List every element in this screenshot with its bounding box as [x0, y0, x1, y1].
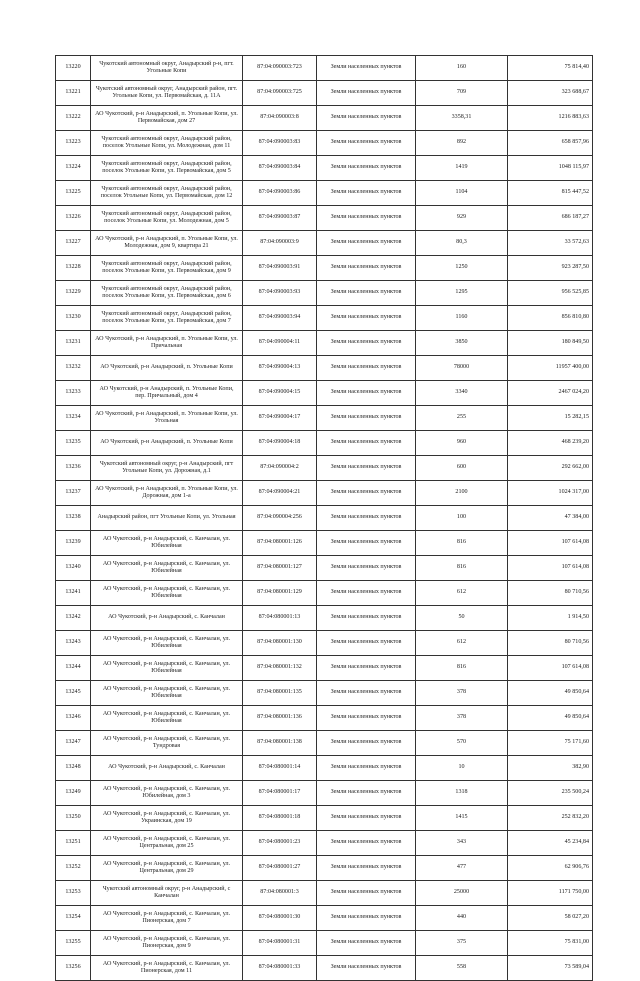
row-number-cell: 13251: [56, 831, 91, 856]
area-cell: 600: [416, 456, 508, 481]
area-cell: 1318: [416, 781, 508, 806]
table-row: [56, 706, 593, 731]
land-plots-table: [55, 55, 593, 981]
table-row: [56, 256, 593, 281]
land-category-cell: Земли населенных пунктов: [317, 731, 416, 756]
cadastral-number-cell: 87:04:080001:127: [243, 556, 317, 581]
area-cell: 477: [416, 856, 508, 881]
area-cell: 160: [416, 56, 508, 81]
cadastral-number-cell: 87:04:080001:138: [243, 731, 317, 756]
cadastral-number-cell: 87:04:090003:93: [243, 281, 317, 306]
area-cell: 375: [416, 931, 508, 956]
table-row: [56, 81, 593, 106]
cadastral-cost-cell: 1 914,50: [508, 606, 593, 631]
table-row: [56, 631, 593, 656]
area-cell: 1160: [416, 306, 508, 331]
area-cell: 570: [416, 731, 508, 756]
table-row: [56, 606, 593, 631]
cadastral-cost-cell: 815 447,52: [508, 181, 593, 206]
cadastral-cost-cell: 33 572,63: [508, 231, 593, 256]
area-cell: 816: [416, 656, 508, 681]
land-category-cell: Земли населенных пунктов: [317, 556, 416, 581]
row-number-cell: 13249: [56, 781, 91, 806]
area-cell: 709: [416, 81, 508, 106]
land-category-cell: Земли населенных пунктов: [317, 906, 416, 931]
area-cell: 3340: [416, 381, 508, 406]
area-cell: 1250: [416, 256, 508, 281]
cadastral-number-cell: 87:04:090003:86: [243, 181, 317, 206]
cadastral-number-cell: 87:04:080001:129: [243, 581, 317, 606]
area-cell: 80,3: [416, 231, 508, 256]
cadastral-cost-cell: 75 831,00: [508, 931, 593, 956]
cadastral-cost-cell: 235 500,24: [508, 781, 593, 806]
cadastral-cost-cell: 11957 400,00: [508, 356, 593, 381]
table-row: [56, 831, 593, 856]
table-row: [56, 131, 593, 156]
row-number-cell: 13252: [56, 856, 91, 881]
address-cell: Чукотский автономный округ, Анадырский район, пгт. Угольные Копи, ул. Первомайская, д. 11А: [91, 81, 243, 106]
address-cell: АО Чукотский, р-н Анадырский, п. Угольные Копи, ул. Угольная: [91, 406, 243, 431]
cadastral-number-cell: 87:04:090003:94: [243, 306, 317, 331]
row-number-cell: 13222: [56, 106, 91, 131]
cadastral-number-cell: 87:04:090004:13: [243, 356, 317, 381]
cadastral-cost-cell: 75 814,40: [508, 56, 593, 81]
cadastral-cost-cell: 1048 115,97: [508, 156, 593, 181]
land-category-cell: Земли населенных пунктов: [317, 256, 416, 281]
table-row: [56, 156, 593, 181]
row-number-cell: 13225: [56, 181, 91, 206]
area-cell: 1104: [416, 181, 508, 206]
cadastral-cost-cell: 62 906,76: [508, 856, 593, 881]
area-cell: 960: [416, 431, 508, 456]
cadastral-cost-cell: 15 282,15: [508, 406, 593, 431]
table-body: [56, 56, 593, 981]
row-number-cell: 13235: [56, 431, 91, 456]
address-cell: АО Чукотский, р-н Анадырский, с. Канчалан, ул. Юбилейная: [91, 631, 243, 656]
area-cell: 343: [416, 831, 508, 856]
cadastral-cost-cell: 180 849,50: [508, 331, 593, 356]
table-row: [56, 56, 593, 81]
address-cell: АО Чукотский, р-н Анадырский, с. Канчалан, ул. Центральная, дом 29: [91, 856, 243, 881]
cadastral-cost-cell: 75 171,60: [508, 731, 593, 756]
cadastral-cost-cell: 2467 024,20: [508, 381, 593, 406]
row-number-cell: 13229: [56, 281, 91, 306]
address-cell: АО Чукотский, р-н Анадырский, с. Канчалан, ул. Центральная, дом 25: [91, 831, 243, 856]
address-cell: АО Чукотский, р-н Анадырский, с. Канчалан, ул. Юбилейная: [91, 531, 243, 556]
cadastral-number-cell: 87:04:080001:27: [243, 856, 317, 881]
land-category-cell: Земли населенных пунктов: [317, 406, 416, 431]
cadastral-number-cell: 87:04:080001:132: [243, 656, 317, 681]
table-row: [56, 431, 593, 456]
cadastral-number-cell: 87:04:090004:2: [243, 456, 317, 481]
row-number-cell: 13247: [56, 731, 91, 756]
area-cell: 892: [416, 131, 508, 156]
address-cell: Чукотский автономный округ, Анадырский р-н, пгт. Угольные Копи: [91, 56, 243, 81]
table-row: [56, 281, 593, 306]
cadastral-cost-cell: 80 710,56: [508, 631, 593, 656]
table-row: [56, 356, 593, 381]
address-cell: АО Чукотский, р-н Анадырский, п. Угольные Копи, пер. Причальный, дом 4: [91, 381, 243, 406]
row-number-cell: 13238: [56, 506, 91, 531]
land-category-cell: Земли населенных пунктов: [317, 206, 416, 231]
cadastral-number-cell: 87:04:080001:17: [243, 781, 317, 806]
land-category-cell: Земли населенных пунктов: [317, 681, 416, 706]
cadastral-cost-cell: 292 662,00: [508, 456, 593, 481]
cadastral-number-cell: 87:04:090003:9: [243, 231, 317, 256]
land-category-cell: Земли населенных пунктов: [317, 781, 416, 806]
table-row: [56, 456, 593, 481]
cadastral-number-cell: 87:04:080001:33: [243, 956, 317, 981]
land-category-cell: Земли населенных пунктов: [317, 131, 416, 156]
cadastral-cost-cell: 856 810,80: [508, 306, 593, 331]
cadastral-number-cell: 87:04:090003:83: [243, 131, 317, 156]
row-number-cell: 13243: [56, 631, 91, 656]
area-cell: 816: [416, 531, 508, 556]
area-cell: 78000: [416, 356, 508, 381]
cadastral-number-cell: 87:04:090004:256: [243, 506, 317, 531]
land-category-cell: Земли населенных пунктов: [317, 156, 416, 181]
area-cell: 25000: [416, 881, 508, 906]
cadastral-number-cell: 87:04:080001:14: [243, 756, 317, 781]
address-cell: АО Чукотский, р-н Анадырский, с. Канчалан, ул. Пионерская, дом 11: [91, 956, 243, 981]
cadastral-number-cell: 87:04:080001:3: [243, 881, 317, 906]
row-number-cell: 13242: [56, 606, 91, 631]
address-cell: АО Чукотский, р-н Анадырский, с. Канчалан: [91, 606, 243, 631]
cadastral-number-cell: 87:04:090004:17: [243, 406, 317, 431]
cadastral-number-cell: 87:04:090004:15: [243, 381, 317, 406]
cadastral-number-cell: 87:04:080001:23: [243, 831, 317, 856]
cadastral-number-cell: 87:04:080001:13: [243, 606, 317, 631]
table-row: [56, 531, 593, 556]
cadastral-number-cell: 87:04:090004:18: [243, 431, 317, 456]
address-cell: АО Чукотский, р-н Анадырский, п. Угольные Копи, ул. Дорожная, дом 1-а: [91, 481, 243, 506]
table-row: [56, 756, 593, 781]
cadastral-cost-cell: 468 239,20: [508, 431, 593, 456]
address-cell: АО Чукотский, р-н Анадырский, с. Канчалан, ул. Юбилейная: [91, 706, 243, 731]
area-cell: 558: [416, 956, 508, 981]
table-row: [56, 956, 593, 981]
area-cell: 612: [416, 631, 508, 656]
cadastral-number-cell: 87:04:090003:8: [243, 106, 317, 131]
cadastral-number-cell: 87:04:080001:136: [243, 706, 317, 731]
land-category-cell: Земли населенных пунктов: [317, 831, 416, 856]
land-category-cell: Земли населенных пунктов: [317, 806, 416, 831]
cadastral-cost-cell: 1216 883,63: [508, 106, 593, 131]
address-cell: Анадырский район, пгт Угольные Копи, ул. Угольная: [91, 506, 243, 531]
cadastral-cost-cell: 658 857,96: [508, 131, 593, 156]
land-category-cell: Земли населенных пунктов: [317, 631, 416, 656]
land-category-cell: Земли населенных пунктов: [317, 456, 416, 481]
row-number-cell: 13220: [56, 56, 91, 81]
table-row: [56, 556, 593, 581]
area-cell: 816: [416, 556, 508, 581]
area-cell: 255: [416, 406, 508, 431]
address-cell: Чукотский автономный округ, р-н Анадырский, с Канчалан: [91, 881, 243, 906]
row-number-cell: 13245: [56, 681, 91, 706]
table-row: [56, 931, 593, 956]
cadastral-number-cell: 87:04:090003:84: [243, 156, 317, 181]
address-cell: АО Чукотский, р-н Анадырский, с. Канчалан, ул. Юбилейная: [91, 656, 243, 681]
cadastral-cost-cell: 49 850,64: [508, 681, 593, 706]
table-row: [56, 231, 593, 256]
row-number-cell: 13241: [56, 581, 91, 606]
area-cell: 378: [416, 706, 508, 731]
table-row: [56, 106, 593, 131]
table-row: [56, 856, 593, 881]
address-cell: Чукотский автономный округ, р-н Анадырский, пгт Угольные Копи, ул. Дорожная, д.1: [91, 456, 243, 481]
cadastral-cost-cell: 107 614,08: [508, 531, 593, 556]
area-cell: 1295: [416, 281, 508, 306]
address-cell: Чукотский автономный округ, Анадырский район, поселок Угольные Копи, ул. Первомайская, дом 12: [91, 181, 243, 206]
address-cell: АО Чукотский, р-н Анадырский, с. Канчалан, ул. Пионерская, дом 7: [91, 906, 243, 931]
address-cell: Чукотский автономный округ, Анадырский район, поселок Угольные Копи, ул. Первомайская, дом 5: [91, 156, 243, 181]
table-row: [56, 681, 593, 706]
land-category-cell: Земли населенных пунктов: [317, 181, 416, 206]
land-category-cell: Земли населенных пунктов: [317, 231, 416, 256]
row-number-cell: 13233: [56, 381, 91, 406]
cadastral-number-cell: 87:04:090003:87: [243, 206, 317, 231]
address-cell: АО Чукотский, р-н Анадырский, с. Канчалан, ул. Пионерская, дом 9: [91, 931, 243, 956]
row-number-cell: 13248: [56, 756, 91, 781]
land-category-cell: Земли населенных пунктов: [317, 56, 416, 81]
area-cell: 100: [416, 506, 508, 531]
row-number-cell: 13221: [56, 81, 91, 106]
table-row: [56, 206, 593, 231]
row-number-cell: 13231: [56, 331, 91, 356]
table-row: [56, 656, 593, 681]
row-number-cell: 13240: [56, 556, 91, 581]
cadastral-cost-cell: 1171 750,00: [508, 881, 593, 906]
cadastral-number-cell: 87:04:080001:31: [243, 931, 317, 956]
land-category-cell: Земли населенных пунктов: [317, 706, 416, 731]
cadastral-number-cell: 87:04:090004:11: [243, 331, 317, 356]
row-number-cell: 13244: [56, 656, 91, 681]
row-number-cell: 13223: [56, 131, 91, 156]
address-cell: Чукотский автономный округ, Анадырский район, поселок Угольные Копи, ул. Молодежная, дом 11: [91, 131, 243, 156]
row-number-cell: 13228: [56, 256, 91, 281]
cadastral-number-cell: 87:04:080001:135: [243, 681, 317, 706]
land-category-cell: Земли населенных пунктов: [317, 281, 416, 306]
address-cell: АО Чукотский, р-н Анадырский, с. Канчалан, ул. Тундровая: [91, 731, 243, 756]
land-category-cell: Земли населенных пунктов: [317, 506, 416, 531]
row-number-cell: 13226: [56, 206, 91, 231]
cadastral-cost-cell: 107 614,08: [508, 656, 593, 681]
land-category-cell: Земли населенных пунктов: [317, 431, 416, 456]
area-cell: 10: [416, 756, 508, 781]
table-row: [56, 906, 593, 931]
area-cell: 50: [416, 606, 508, 631]
cadastral-number-cell: 87:04:080001:126: [243, 531, 317, 556]
land-category-cell: Земли населенных пунктов: [317, 81, 416, 106]
row-number-cell: 13232: [56, 356, 91, 381]
cadastral-number-cell: 87:04:080001:130: [243, 631, 317, 656]
land-category-cell: Земли населенных пунктов: [317, 381, 416, 406]
address-cell: АО Чукотский, р-н Анадырский, п. Угольные Копи, ул. Первомайская, дом 27: [91, 106, 243, 131]
area-cell: 929: [416, 206, 508, 231]
land-category-cell: Земли населенных пунктов: [317, 756, 416, 781]
land-category-cell: Земли населенных пунктов: [317, 356, 416, 381]
table-row: [56, 731, 593, 756]
land-category-cell: Земли населенных пунктов: [317, 106, 416, 131]
row-number-cell: 13254: [56, 906, 91, 931]
row-number-cell: 13256: [56, 956, 91, 981]
land-category-cell: Земли населенных пунктов: [317, 331, 416, 356]
row-number-cell: 13246: [56, 706, 91, 731]
area-cell: 378: [416, 681, 508, 706]
row-number-cell: 13224: [56, 156, 91, 181]
cadastral-cost-cell: 45 234,84: [508, 831, 593, 856]
address-cell: АО Чукотский, р-н Анадырский, с. Канчалан, ул. Украинская, дом 19: [91, 806, 243, 831]
table-row: [56, 781, 593, 806]
cadastral-cost-cell: 686 187,27: [508, 206, 593, 231]
area-cell: 2100: [416, 481, 508, 506]
row-number-cell: 13230: [56, 306, 91, 331]
address-cell: Чукотский автономный округ, Анадырский район, поселок Угольные Копи, ул. Первомайская, дом 9: [91, 256, 243, 281]
area-cell: 3850: [416, 331, 508, 356]
land-category-cell: Земли населенных пунктов: [317, 481, 416, 506]
address-cell: АО Чукотский, р-н Анадырский, п. Угольные Копи, ул. Причальная: [91, 331, 243, 356]
table-row: [56, 881, 593, 906]
land-category-cell: Земли населенных пунктов: [317, 931, 416, 956]
address-cell: АО Чукотский, р-н Анадырский, п. Угольные Копи, ул. Молодежная, дом 9, квартира 21: [91, 231, 243, 256]
cadastral-cost-cell: 1024 317,00: [508, 481, 593, 506]
cadastral-cost-cell: 956 525,85: [508, 281, 593, 306]
cadastral-number-cell: 87:04:090003:725: [243, 81, 317, 106]
cadastral-cost-cell: 923 287,50: [508, 256, 593, 281]
cadastral-cost-cell: 73 589,04: [508, 956, 593, 981]
address-cell: Чукотский автономный округ, Анадырский район, поселок Угольные Копи, ул. Молодежная, дом 5: [91, 206, 243, 231]
address-cell: Чукотский автономный округ, Анадырский район, поселок Угольные Копи, ул. Первомайская, дом 6: [91, 281, 243, 306]
table-row: [56, 481, 593, 506]
cadastral-cost-cell: 47 384,00: [508, 506, 593, 531]
cadastral-number-cell: 87:04:080001:30: [243, 906, 317, 931]
cadastral-number-cell: 87:04:080001:18: [243, 806, 317, 831]
cadastral-number-cell: 87:04:090003:91: [243, 256, 317, 281]
table-row: [56, 181, 593, 206]
land-category-cell: Земли населенных пунктов: [317, 581, 416, 606]
table-row: [56, 506, 593, 531]
table-row: [56, 306, 593, 331]
land-category-cell: Земли населенных пунктов: [317, 656, 416, 681]
table-row: [56, 806, 593, 831]
cadastral-cost-cell: 252 832,20: [508, 806, 593, 831]
cadastral-cost-cell: 382,90: [508, 756, 593, 781]
cadastral-cost-cell: 49 850,64: [508, 706, 593, 731]
area-cell: 440: [416, 906, 508, 931]
row-number-cell: 13227: [56, 231, 91, 256]
row-number-cell: 13239: [56, 531, 91, 556]
area-cell: 1415: [416, 806, 508, 831]
cadastral-number-cell: 87:04:090003:723: [243, 56, 317, 81]
row-number-cell: 13250: [56, 806, 91, 831]
address-cell: АО Чукотский, р-н Анадырский, с. Канчалан, ул. Юбилейная: [91, 581, 243, 606]
row-number-cell: 13237: [56, 481, 91, 506]
table-row: [56, 381, 593, 406]
row-number-cell: 13255: [56, 931, 91, 956]
land-category-cell: Земли населенных пунктов: [317, 956, 416, 981]
address-cell: АО Чукотский, р-н Анадырский, п. Угольные Копи: [91, 431, 243, 456]
row-number-cell: 13236: [56, 456, 91, 481]
address-cell: АО Чукотский, р-н Анадырский, с. Канчалан, ул. Юбилейная: [91, 681, 243, 706]
address-cell: АО Чукотский, р-н Анадырский, с. Канчалан: [91, 756, 243, 781]
cadastral-cost-cell: 107 614,08: [508, 556, 593, 581]
land-category-cell: Земли населенных пунктов: [317, 881, 416, 906]
area-cell: 1419: [416, 156, 508, 181]
address-cell: АО Чукотский, р-н Анадырский, с. Канчалан, ул. Юбилейная, дом 3: [91, 781, 243, 806]
area-cell: 3358,31: [416, 106, 508, 131]
land-category-cell: Земли населенных пунктов: [317, 856, 416, 881]
table-row: [56, 581, 593, 606]
address-cell: Чукотский автономный округ, Анадырский район, поселок Угольные Копи, ул. Первомайская, дом 7: [91, 306, 243, 331]
cadastral-cost-cell: 58 027,20: [508, 906, 593, 931]
table-row: [56, 331, 593, 356]
land-category-cell: Земли населенных пунктов: [317, 306, 416, 331]
row-number-cell: 13253: [56, 881, 91, 906]
address-cell: АО Чукотский, р-н Анадырский, п. Угольные Копи: [91, 356, 243, 381]
area-cell: 612: [416, 581, 508, 606]
cadastral-cost-cell: 80 710,56: [508, 581, 593, 606]
cadastral-number-cell: 87:04:090004:21: [243, 481, 317, 506]
table-row: [56, 406, 593, 431]
address-cell: АО Чукотский, р-н Анадырский, с. Канчалан, ул. Юбилейная: [91, 556, 243, 581]
cadastral-cost-cell: 323 688,67: [508, 81, 593, 106]
row-number-cell: 13234: [56, 406, 91, 431]
land-category-cell: Земли населенных пунктов: [317, 606, 416, 631]
land-category-cell: Земли населенных пунктов: [317, 531, 416, 556]
